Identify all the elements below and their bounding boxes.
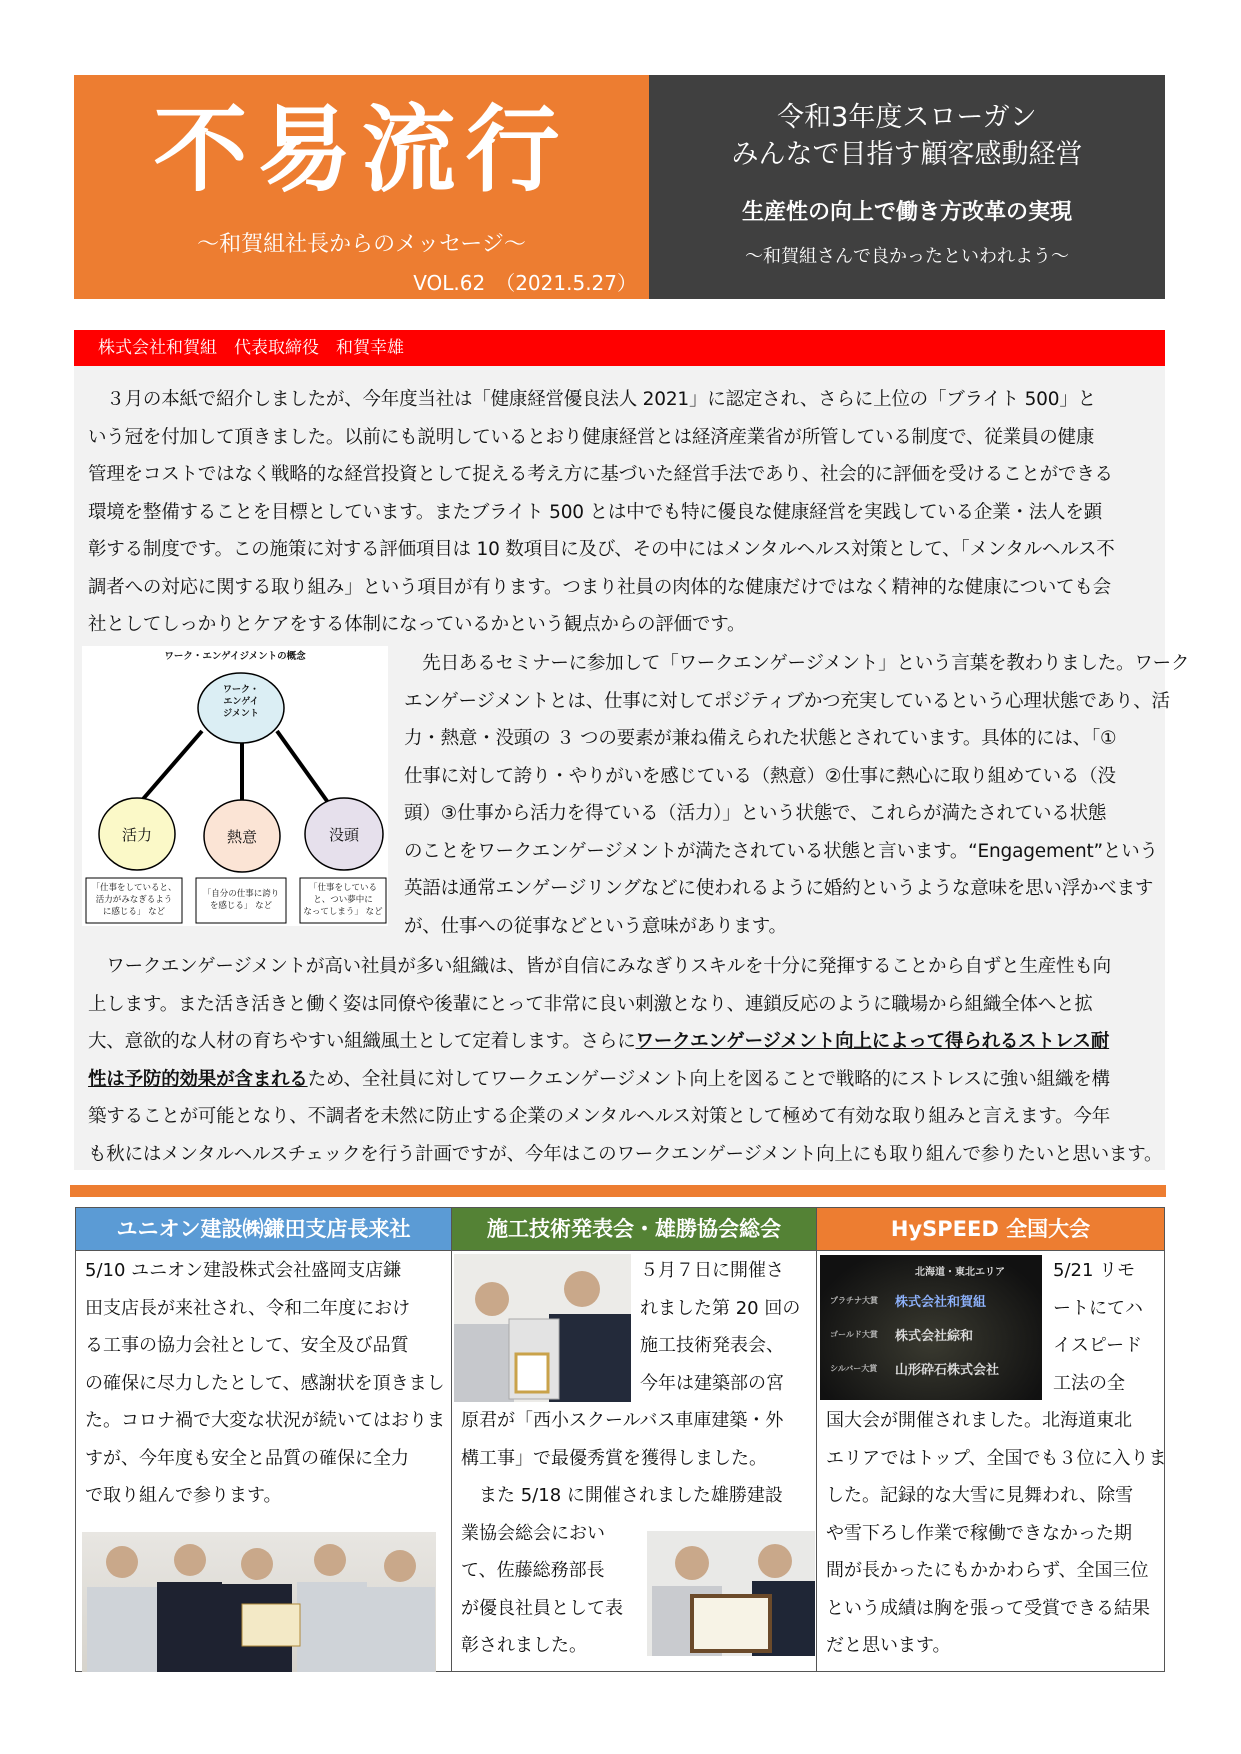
- text-line: [88, 1023, 1109, 1061]
- text-line: のことをワークエンゲージメントが満たされている状態と言います。“Engagement”という: [404, 840, 1158, 862]
- text-line: 工法の全: [1053, 1372, 1125, 1394]
- text-line: 施工技術発表会、: [640, 1335, 784, 1356]
- note-line: を感じる」 など: [209, 901, 273, 911]
- slogan-panel: [649, 75, 1165, 299]
- text-line: 仕事に対して誇り・やりがいを感じている（熱意）②仕事に熱心に取り組めている（没: [404, 765, 1116, 787]
- text-line: が優良社員として表: [461, 1597, 623, 1619]
- emphasized-text: 性は予防的効果が含まれる: [88, 1068, 308, 1090]
- award-heading: 北海道・東北エリア: [915, 1267, 1005, 1278]
- node-label: 活力: [121, 826, 152, 844]
- text-line: 管理をコストではなく戦略的な経営投資として捉える考え方に基づいた経営手法であり、社会的に評価を受けることができる: [88, 464, 1113, 485]
- text-line: 彰されました。: [461, 1635, 587, 1656]
- note-line: 「仕事をしていると、: [91, 883, 177, 893]
- text-line: だと思います。: [826, 1635, 951, 1656]
- node-label: 没頭: [328, 826, 359, 844]
- text-line: 先日あるセミナーに参加して「ワークエンゲージメント」という言葉を教わりました。ワーク: [404, 653, 1190, 674]
- slogan: みんなで目指す顧客感動経営: [731, 139, 1083, 170]
- text-line: エリアではトップ、全国でも３位に入りま: [826, 1447, 1167, 1469]
- text-line: 上します。また活き活きと働く姿は同僚や後輩にとって非常に良い刺激となり、連鎖反応のように職場から組織全体へと拡: [88, 993, 1093, 1015]
- node-note: [196, 888, 286, 912]
- column-presentation: [451, 1207, 817, 1672]
- text-line: 今年は建築部の宮: [640, 1372, 784, 1394]
- column-heading: ユニオン建設㈱鎌田支店長来社: [76, 1208, 451, 1251]
- node-note: [300, 882, 386, 918]
- text-line: が、仕事への従事などという意味があります。: [404, 915, 787, 937]
- center-label-line: ジメント: [223, 709, 259, 719]
- newsletter-title: 不易流行: [153, 95, 570, 205]
- tagline: 〜和賀組さんで良かったといわれよう〜: [745, 246, 1069, 267]
- text-line: 構工事」で最優秀賞を獲得しました。: [461, 1447, 767, 1469]
- award-category: ゴールド大賞: [830, 1329, 878, 1339]
- text-line: れました第 20 回の: [640, 1297, 801, 1319]
- section-divider: [70, 1185, 1166, 1197]
- text-line: 環境を整備することを目標としています。またブライト 500 とは中でも特に優良な健康経営を実践している企業・法人を顕: [88, 501, 1102, 523]
- text-line: 5/10 ユニオン建設株式会社盛岡支店鎌: [85, 1260, 402, 1281]
- text-line: 田支店長が来社され、令和二年度におけ: [85, 1297, 411, 1319]
- text-line: の確保に尽力したとして、感謝状を頂きまし: [85, 1372, 445, 1394]
- text-line: 彰する制度です。この施策に対する評価項目は 10 数項目に及び、その中にはメンタルヘルス対策として、「メンタルヘルス不: [88, 539, 1115, 560]
- node-label: 熱意: [226, 828, 257, 846]
- emphasized-text: ワークエンゲージメント向上によって得られるストレス耐: [635, 1031, 1110, 1052]
- note-line: 「自分の仕事に誇り: [202, 889, 280, 899]
- center-label-line: エンゲイ: [223, 697, 259, 707]
- text-line: また 5/18 に開催されました雄勝建設: [461, 1485, 783, 1506]
- award-winner: 山形砕石株式会社: [895, 1363, 1000, 1378]
- note-line: 「仕事をしている: [308, 883, 377, 893]
- text-line: 調者への対応に関する取り組み」という項目が有ります。つまり社員の肉体的な健康だけではなく精神的な健康についても会: [88, 576, 1111, 598]
- center-label-line: ワーク・: [222, 685, 259, 695]
- theme: 生産性の向上で働き方改革の実現: [741, 200, 1072, 225]
- text-line: も秋にはメンタルヘルスチェックを行う計画ですが、今年はこのワークエンゲージメント向上にも取り組んで参りたいと思います。: [88, 1143, 1163, 1165]
- text-line: イスピード: [1053, 1335, 1143, 1356]
- text-line: る工事の協力会社として、安全及び品質: [85, 1335, 409, 1356]
- newsletter-subtitle: 〜和賀組社長からのメッセージ〜: [197, 232, 526, 257]
- text-line: て、佐藤総務部長: [461, 1560, 605, 1581]
- award-photo: [454, 1254, 631, 1402]
- column-hyspeed: [816, 1207, 1165, 1672]
- engagement-diagram: [82, 646, 388, 926]
- text-line: 業協会総会におい: [461, 1522, 605, 1544]
- text-segment: ため、全社員に対してワークエンゲージメント向上を図ることで戦略的にストレスに強い組織を構: [307, 1068, 1110, 1090]
- author-bar: 株式会社和賀組 代表取締役 和賀幸雄: [74, 330, 1165, 366]
- masthead: [74, 75, 649, 299]
- note-line: 活力がみなぎるよう: [95, 895, 173, 905]
- volume-date: VOL.62 （2021.5.27）: [413, 271, 637, 295]
- text-line: 原君が「西小スクールバス車庫建築・外: [461, 1410, 784, 1431]
- text-line: ５月７日に開催さ: [640, 1260, 784, 1281]
- text-line: や雪下ろし作業で稼働できなかった期: [826, 1522, 1132, 1544]
- diagram-title: ワーク・エンゲイジメントの概念: [164, 651, 306, 662]
- text-line: 築することが可能となり、不調者を未然に防止する企業のメンタルヘルス対策として極めて有効な取り組みと言えます。今年: [88, 1106, 1111, 1127]
- text-line: 国大会が開催されました。北海道東北: [826, 1410, 1132, 1431]
- award-winner: 株式会社和賀組: [895, 1295, 987, 1310]
- text-line: 間が長かったにもかかわらず、全国三位: [826, 1560, 1149, 1581]
- text-line: 社としてしっかりとケアをする体制になっているかという観点からの評価です。: [88, 614, 746, 635]
- slogan-label: 令和3年度スローガン: [777, 102, 1037, 133]
- note-line: と、つい夢中に: [313, 895, 373, 905]
- text-line: た。コロナ禍で大変な状況が続いてはおりま: [85, 1410, 445, 1431]
- award-photo-2: [647, 1531, 815, 1656]
- text-line: いう冠を付加して頂きました。以前にも説明しているとおり健康経営とは経済産業省が所管している制度で、従業員の健康: [88, 426, 1095, 448]
- text-line: 英語は通常エンゲージリングなどに使われるように婚約というような意味を思い浮かべます: [404, 878, 1154, 899]
- center-label: [198, 684, 284, 720]
- note-line: に感じる」 など: [102, 907, 166, 917]
- text-line: した。記録的な大雪に見舞われ、除雪: [826, 1485, 1134, 1506]
- text-line: 力・熱意・没頭の ３ つの要素が兼ね備えられた状態とされています。具体的には、「①: [404, 728, 1117, 749]
- column-union: [75, 1207, 452, 1672]
- text-line: ワークエンゲージメントが高い社員が多い組織は、皆が自信にみなぎりスキルを十分に発揮することから自ずと生産性も向: [88, 956, 1111, 977]
- text-line: すが、今年度も安全と品質の確保に全力: [85, 1447, 409, 1469]
- award-winner: 株式会社綜和: [895, 1329, 974, 1344]
- text-line: ートにてハ: [1053, 1297, 1143, 1319]
- text-line: ３月の本紙で紹介しましたが、今年度当社は「健康経営優良法人 2021」に認定され、さらに上位の「ブライト 500」と: [88, 389, 1096, 410]
- note-line: なってしまう」 など: [303, 907, 383, 917]
- group-photo: [82, 1532, 436, 1672]
- text-line: [88, 1061, 1110, 1099]
- text-line: で取り組んで参ります。: [85, 1485, 282, 1506]
- text-line: エンゲージメントとは、仕事に対してポジティブかつ充実しているという心理状態であり、活: [404, 690, 1170, 712]
- award-category: プラチナ大賞: [830, 1295, 878, 1305]
- text-line: という成績は胸を張って受賞できる結果: [826, 1597, 1150, 1619]
- award-results-image: [820, 1255, 1042, 1400]
- text-line: 頭）③仕事から活力を得ている（活力）」という状態で、これらが満たされている状態: [404, 803, 1107, 824]
- column-heading: 施工技術発表会・雄勝協会総会: [452, 1208, 816, 1251]
- text-segment: 大、意欲的な人材の育ちやすい組織風土として定着します。さらに: [88, 1031, 636, 1052]
- award-category: シルバー大賞: [830, 1363, 878, 1373]
- column-heading: HySPEED 全国大会: [817, 1208, 1164, 1251]
- node-note: [86, 882, 182, 918]
- text-line: 5/21 リモ: [1053, 1260, 1136, 1281]
